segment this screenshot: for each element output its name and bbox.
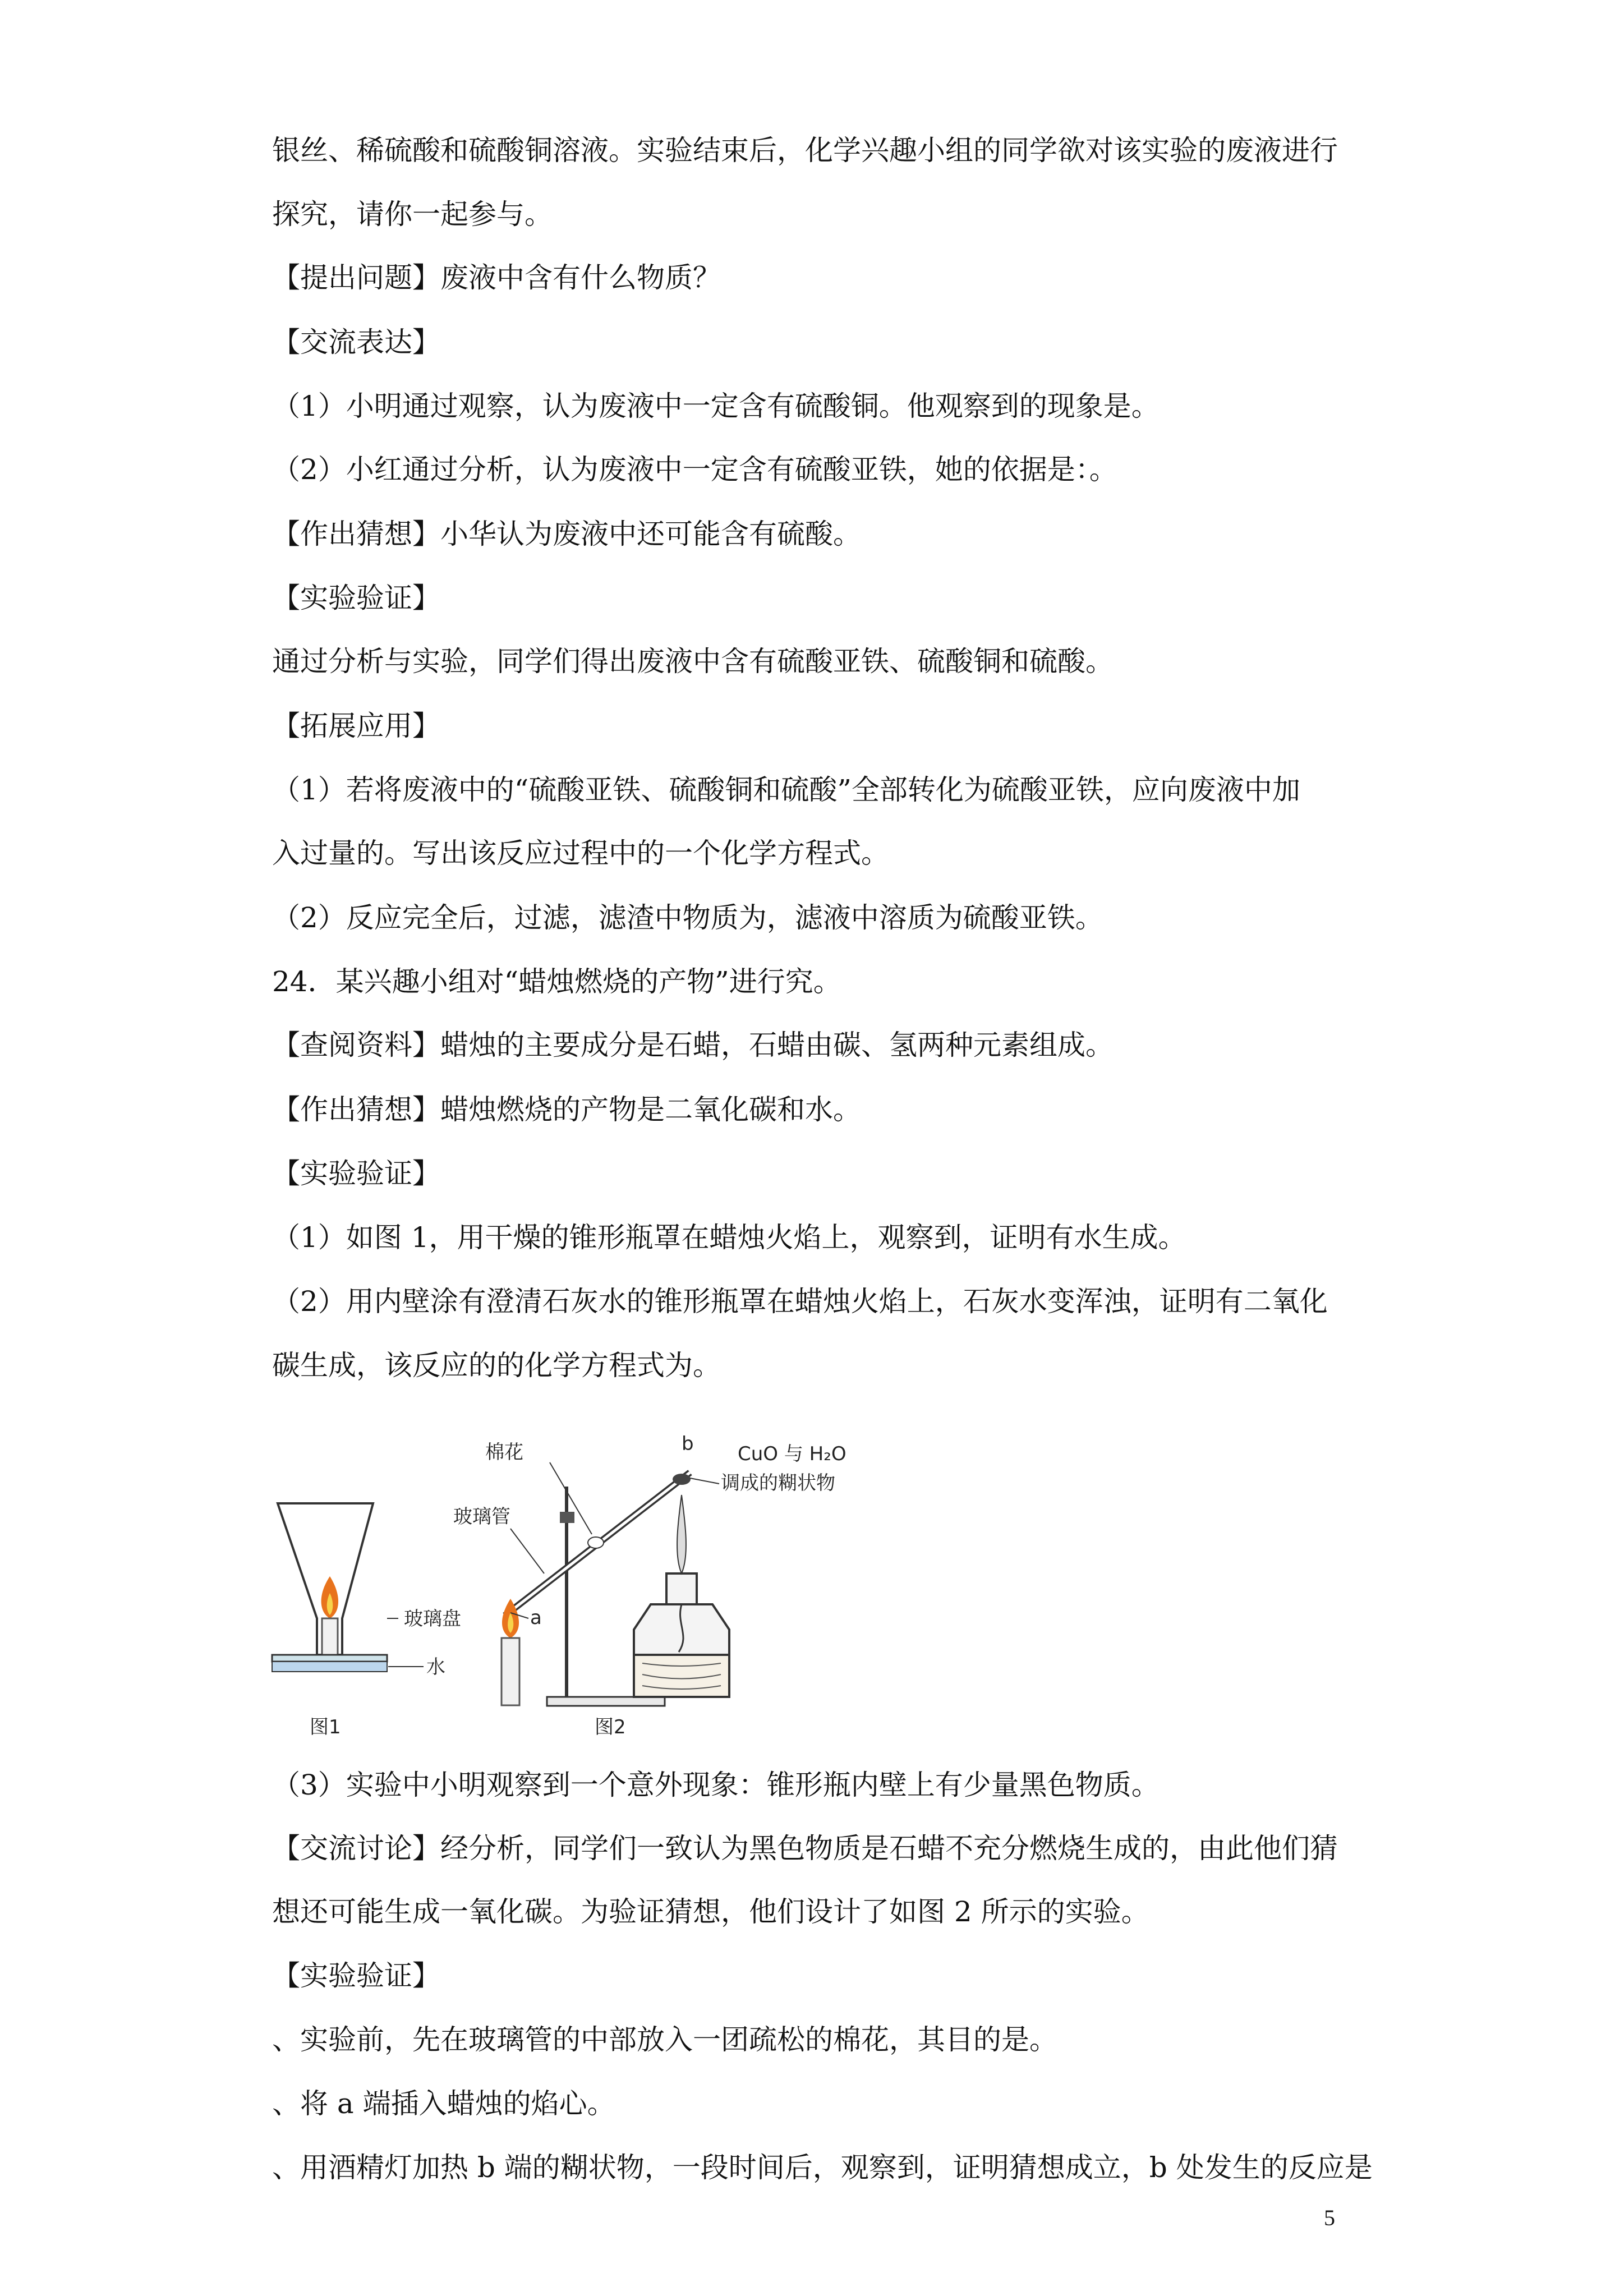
section-heading: 【实验验证】 [272, 1157, 440, 1190]
text-line: 、将 a 端插入蜡烛的焰心。 [272, 2087, 615, 2120]
figure-2 [453, 1433, 846, 1738]
label-cotton: 棉花 [485, 1441, 523, 1464]
text-line: （2）反应完全后，过滤，滤渣中物质为，滤液中溶质为硫酸亚铁。 [272, 901, 1103, 934]
text-line: （1）若将废液中的“硫酸亚铁、硫酸铜和硫酸”全部转化为硫酸亚铁，应向废液中加 [272, 774, 1300, 806]
text-line: 想还可能生成一氧化碳。为验证猜想，他们设计了如图 2 所示的实验。 [272, 1895, 1149, 1928]
text-line: （2）小红通过分析，认为废液中一定含有硫酸亚铁，她的依据是：。 [272, 453, 1117, 486]
text-line: 通过分析与实验，同学们得出废液中含有硫酸亚铁、硫酸铜和硫酸。 [272, 645, 1114, 678]
figure-1 [272, 1503, 461, 1738]
section-heading: 【作出猜想】蜡烛燃烧的产物是二氧化碳和水。 [272, 1093, 861, 1126]
section-heading: 【作出猜想】小华认为废液中还可能含有硫酸。 [272, 518, 861, 550]
section-heading: 【实验验证】 [272, 582, 440, 614]
section-heading: 【拓展应用】 [272, 710, 440, 742]
text-line: 探究，请你一起参与。 [272, 198, 553, 231]
text-line: （3）实验中小明观察到一个意外现象：锥形瓶内壁上有少量黑色物质。 [272, 1769, 1160, 1801]
caption-figure-1: 图1 [310, 1716, 341, 1738]
text-line: 入过量的。写出该反应过程中的一个化学方程式。 [272, 837, 889, 869]
label-glass-plate: 玻璃盘 [404, 1608, 461, 1630]
label-paste-line1: CuO 与 H₂O [738, 1443, 846, 1465]
text-line: （1）小明通过观察，认为废液中一定含有硫酸铜。他观察到的现象是。 [272, 390, 1160, 422]
caption-figure-2: 图2 [595, 1716, 626, 1738]
text-line: 、用酒精灯加热 b 端的糊状物，一段时间后，观察到，证明猜想成立，b 处发生的反应是 [272, 2151, 1373, 2184]
experiment-figure [264, 1433, 909, 1747]
section-heading: 【交流表达】 [272, 326, 440, 358]
text-line: （2）用内壁涂有澄清石灰水的锥形瓶罩在蜡烛火焰上，石灰水变浑浊，证明有二氧化 [272, 1285, 1328, 1318]
page-number: 5 [1324, 2205, 1335, 2230]
section-heading: 【提出问题】废液中含有什么物质？ [272, 261, 721, 294]
text-line: 、实验前，先在玻璃管的中部放入一团疏松的棉花，其目的是。 [272, 2023, 1057, 2056]
label-water: 水 [426, 1656, 445, 1678]
section-heading: 【查阅资料】蜡烛的主要成分是石蜡，石蜡由碳、氢两种元素组成。 [272, 1029, 1114, 1061]
text-line: （1）如图 1，用干燥的锥形瓶罩在蜡烛火焰上，观察到，证明有水生成。 [272, 1221, 1186, 1254]
label-glass-tube: 玻璃管 [453, 1506, 510, 1528]
text-line: 【交流讨论】经分析，同学们一致认为黑色物质是石蜡不充分燃烧生成的，由此他们猜 [272, 1832, 1338, 1865]
label-a: a [530, 1607, 542, 1629]
label-b: b [682, 1433, 694, 1455]
question-title: 24．某兴趣小组对“蜡烛燃烧的产物”进行究。 [272, 965, 841, 998]
section-heading: 【实验验证】 [272, 1959, 440, 1992]
label-paste-line2: 调成的糊状物 [721, 1472, 835, 1494]
text-line: 碳生成，该反应的的化学方程式为。 [272, 1349, 721, 1382]
apparatus-diagram [264, 1433, 909, 1747]
text-line: 银丝、稀硫酸和硫酸铜溶液。实验结束后，化学兴趣小组的同学欲对该实验的废液进行 [272, 134, 1338, 167]
